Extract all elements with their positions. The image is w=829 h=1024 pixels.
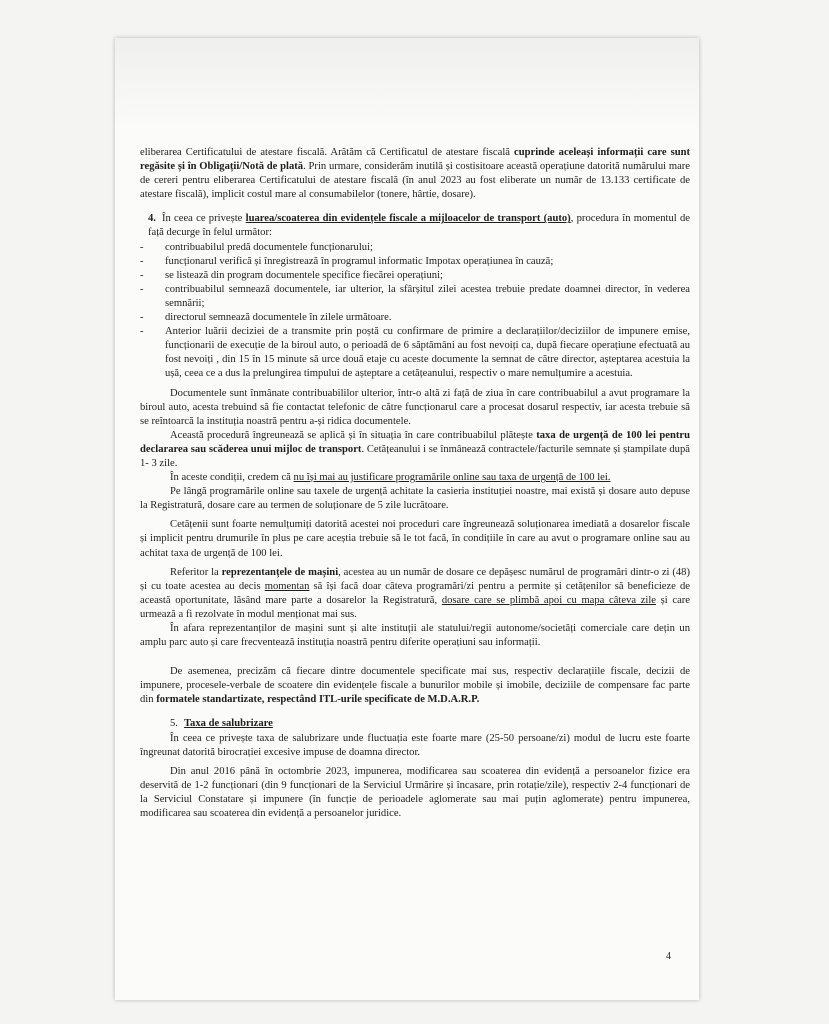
section-4-paragraph-5: Cetățenii sunt foarte nemulțumiți datorită acestei noi proceduri care îngreunează soluționarea imediată a dosarelor fiscale și implicit pentru drumurile în plus pe care aceștia trebuie să le tot facă, în condițiile în care au avut o programare online sau au achitat taxa de urgență de 100 lei. xyxy=(140,519,690,559)
section-4-paragraph-6 xyxy=(140,566,690,622)
section-5-number: 5. xyxy=(170,718,178,730)
page-number: 4 xyxy=(666,951,671,962)
summary-paragraph xyxy=(140,665,690,707)
p6-bold: reprezentanțele de mașini xyxy=(221,566,339,578)
section-4-paragraph-1: Documentele sunt înmânate contribuabililor ulterior, într-o altă zi față de ziua în care contribuabilul a avut programare la biroul auto, acesta trebuind să fie contactat telefonic de către funcționarul care a procesat dosarul respectiv, iar acesta trebuie să se reîntoarcă la instituția noastră pentru a-și ridica documentele. xyxy=(140,387,690,427)
section-4-paragraph-3 xyxy=(140,471,690,485)
intro-text-2: . Prin urmare, considerăm inutilă și costisitoare această operațiune datorită numărului mare de cereri pentru eliberarea Certificatului de atestare fiscală (în anul 2023 au fost eliberate un număr de 13.133 certificate de atestare fiscală), implicit costul mare al consumabilelor (tonere, hârtie, dosare). xyxy=(140,161,690,201)
section-4-intro-before: În ceea ce privește xyxy=(161,213,246,225)
list-item: - contribuabilul semnează documentele, iar ulterior, la sfârșitul zilei acestea trebuie predate doamnei director, în vederea semnării; xyxy=(165,283,690,311)
section-5-title: Taxa de salubrizare xyxy=(183,718,273,730)
page-top-shade xyxy=(115,38,699,128)
p2-before: Această procedură îngreunează se aplică și în situația în care contribuabilul plătește xyxy=(170,429,537,441)
p3-before: În aceste condiții, credem că xyxy=(170,472,294,484)
list-item: - directorul semnează documentele în zilele următoare. xyxy=(165,311,690,325)
section-4-paragraph-4: Pe lângă programările online sau taxele de urgență achitate la casieria instituției noastre, mai există și dosare auto depuse la Registratură, dosare care au termen de soluționare de 5 zile lucrătoare. xyxy=(140,486,690,512)
section-4-paragraph-2 xyxy=(140,429,690,471)
summary-bold: formatele standartizate, respectând ITL-urile specificate de M.D.A.R.P. xyxy=(156,694,480,706)
p6-before: Referitor la xyxy=(170,566,222,578)
document-page xyxy=(115,38,699,1000)
summary-before: De asemenea, precizăm că fiecare dintre documentele specificate mai sus, respectiv declarațiile fiscale, decizii de impunere, procesele-verbale de scoatere din evidențele fiscale a bunurilor mobile și imobile, deciziile de compensare fac parte din xyxy=(140,666,690,706)
section-4-heading xyxy=(140,212,690,240)
section-4-number: 4. xyxy=(148,213,156,225)
p6-mid-1: , acestea au un număr de dosare ce depășesc numărul de programări dintr-o zi (48) și cu toate acestea au decis xyxy=(140,566,691,592)
section-5-paragraph-2: Din anul 2016 până în octombrie 2023, impunerea, modificarea sau scoaterea din evidență a persoanelor fizice era deservită de 1-2 funcționari (din 9 funcționari de la Serviciul Urmărire și încasare, prin rotație/zile), respectiv 2-4 funcționari de la Serviciul Constatare și impunere (în funcție de perioadele aglomerate sau mai puțin aglomerate) pentru impunerea, modificarea sau scoaterea din evidență a persoanelor juridice. xyxy=(140,765,690,820)
list-item: - se listează din program documentele specifice fiecărei operațiuni; xyxy=(165,269,690,283)
p2-bold: taxa de urgență de 100 lei pentru declararea sau scăderea unui mijloc de transport xyxy=(140,429,690,455)
list-item: - funcționarul verifică și înregistrează în programul informatic Impotax operațiunea în cauză; xyxy=(165,255,690,269)
p6-underlined-2: dosare care se plimbă apoi cu mapa câteva zile xyxy=(441,594,657,606)
intro-bold-text: cuprinde aceleași informații care sunt regăsite și în Obligații/Notă de plată xyxy=(140,147,691,173)
intro-text-1: eliberarea Certificatului de atestare fiscală. Arătăm că Certificatul de atestare fiscală xyxy=(140,147,515,158)
p6-underlined-1: momentan xyxy=(264,580,310,592)
section-5-heading xyxy=(140,717,690,731)
list-item: - contribuabilul predă documentele funcționarului; xyxy=(165,241,690,255)
p6-mid-2: să își facă doar câteva programări/zi pentru a permite și cetățenilor să beneficieze de această oportunitate, lăsând mare parte a dosarelor la Registratură, xyxy=(140,580,690,606)
p6-after: și care urmează a fi rezolvate în modul menționat mai sus. xyxy=(140,594,691,620)
document-body xyxy=(140,146,690,821)
p2-after: . Cetățeanului i se înmânează contractele/facturile semnate și ștampilate după 1- 3 zile. xyxy=(140,443,690,469)
intro-paragraph xyxy=(140,146,690,202)
list-item: - Anterior luării deciziei de a transmite prin poștă cu confirmare de primire a declarațiilor/deciziilor de impunere emise, funcționarii de execuție de la biroul auto, o perioadă de 6 săptămâni au fost nevoiți ca, după fiecare operațiune efectuată au fost nevoiți , din 15 în 15 minute să urce două etaje cu aceste documente la semnat de către director, așteptarea acestuia la ușă, ceea ce a dus la prelungirea timpului de așteptare a cetățeanului, respectiv o mare nemulțumire a acestuia. xyxy=(165,325,690,381)
section-4-paragraph-7: În afara reprezentanților de mașini sunt și alte instituții ale statului/regii autonome/societăți comerciale care dețin un amplu parc auto și care frecventează instituția noastră pentru diferite operațiuni sau informații. xyxy=(140,623,690,649)
section-4-intro-underlined: luarea/scoaterea din evidențele fiscale a mijloacelor de transport (auto) xyxy=(245,213,571,225)
p3-underlined: nu își mai au justificare programările online sau taxa de urgență de 100 lei. xyxy=(293,472,611,484)
procedure-list xyxy=(140,241,690,382)
section-5-paragraph-1: În ceea ce privește taxa de salubrizare unde fluctuația este foarte mare (25-50 persoane/zi) modul de lucru este foarte îngreunat datorită birocrației excesive impuse de doamna director. xyxy=(140,732,690,758)
section-4-intro-after: , procedura în momentul de față decurge în felul următor: xyxy=(148,213,691,239)
